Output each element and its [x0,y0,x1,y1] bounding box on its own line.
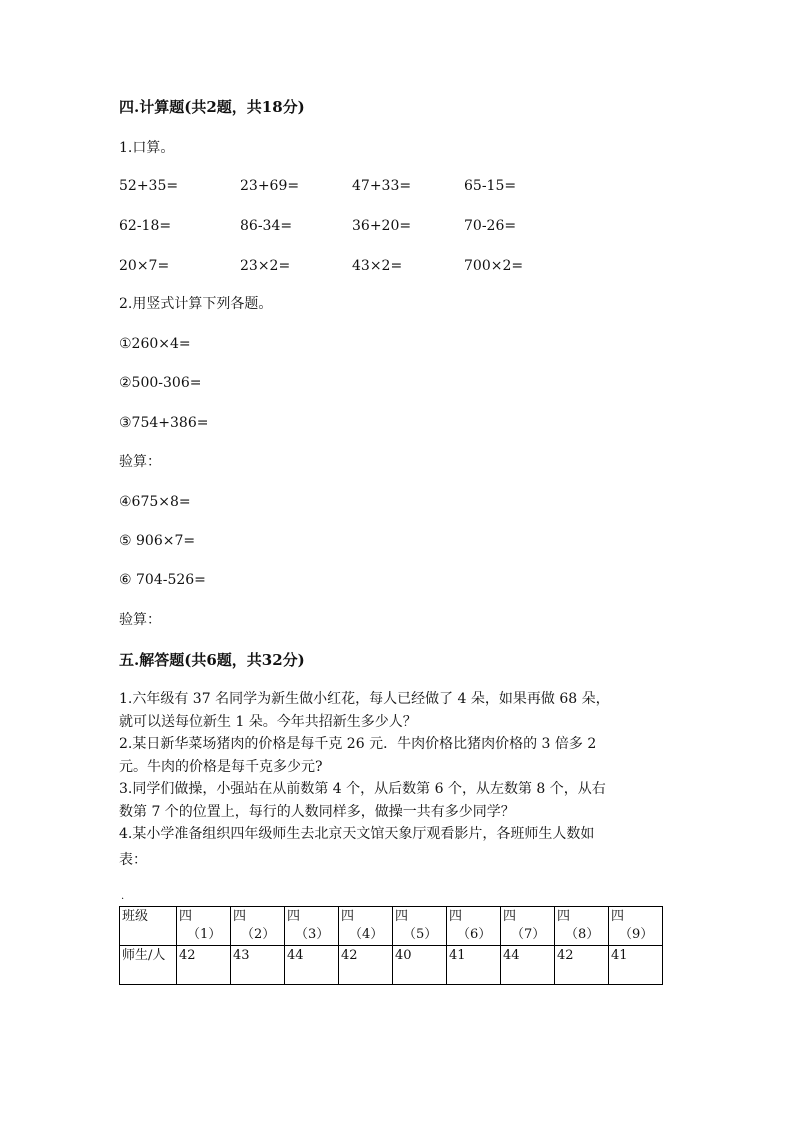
count-cell: 44 [501,946,555,985]
class-cell: 四 （9） [609,907,663,946]
problem-line: 就可以送每位新生 1 朵。今年共招新生多少人？ [119,713,417,730]
count-cell: 41 [447,946,501,985]
class-cell: 四 （4） [339,907,393,946]
oral-item: 62-18= [119,218,172,234]
class-cell: 四 （3） [285,907,339,946]
class-cell: 四 （8） [555,907,609,946]
stray-mark: . [121,891,125,902]
oral-item: 36+20= [352,218,412,234]
vertical-calc-item: ③754+386= [119,415,209,431]
count-cell: 42 [555,946,609,985]
count-cell: 42 [339,946,393,985]
problem-line: 1.六年级有 37 名同学为新生做小红花，每人已经做了 4 朵，如果再做 68 朵， [119,691,610,707]
oral-item: 700×2= [464,258,524,274]
problem-line: 元。牛肉的价格是每千克多少元? [119,758,323,775]
oral-item: 23×2= [240,258,291,274]
check-label: 验算： [119,454,161,470]
word-problems [119,688,679,846]
count-cell: 40 [393,946,447,985]
oral-item: 86-34= [240,218,293,234]
oral-item: 43×2= [352,258,403,274]
oral-item: 20×7= [119,258,170,274]
class-cell: 四 （2） [231,907,285,946]
vertical-calc-item: ②500-306= [119,375,202,391]
oral-item: 70-26= [464,218,517,234]
question-1-label: 1.口算。 [119,140,175,156]
oral-item: 52+35= [119,178,179,194]
class-cell: 四 （5） [393,907,447,946]
question-2-label: 2.用竖式计算下列各题。 [119,296,273,312]
class-cell: 四 （7） [501,907,555,946]
count-cell: 44 [285,946,339,985]
problem-line: 4.某小学准备组织四年级师生去北京天文馆天象厅观看影片，各班师生人数如 [119,826,595,842]
class-count-table [119,906,663,985]
vertical-calc-item: ⑥ 704-526= [119,572,206,588]
class-cell: 四 （6） [447,907,501,946]
table-row [120,907,663,946]
count-cell: 42 [177,946,231,985]
table-header-cell: 班级 [120,907,177,946]
problem-line: 3.同学们做操，小强站在从前数第 4 个，从后数第 6 个，从左数第 8 个，从右 [119,781,606,797]
check-label: 验算： [119,612,161,628]
table-row [120,946,663,985]
vertical-calc-item: ①260×4= [119,336,191,352]
oral-item: 65-15= [464,178,517,194]
section-4-title: 四.计算题(共2题，共18分) [119,98,305,116]
oral-item: 47+33= [352,178,412,194]
section-5-title: 五.解答题(共6题，共32分) [119,651,305,669]
vertical-calc-item: ④675×8= [119,494,191,510]
problem-line: 2.某日新华菜场猪肉的价格是每千克 26 元．牛肉价格比猪肉价格的 3 倍多 2 [119,736,597,752]
count-cell: 41 [609,946,663,985]
oral-item: 23+69= [240,178,300,194]
table-header-cell: 师生/人 [120,946,177,985]
class-cell: 四 （1） [177,907,231,946]
count-cell: 43 [231,946,285,985]
problem-line: 数第 7 个的位置上，每行的人数同样多，做操一共有多少同学？ [119,803,515,820]
problem-tail: 表： [119,852,147,868]
vertical-calc-item: ⑤ 906×7= [119,533,196,549]
